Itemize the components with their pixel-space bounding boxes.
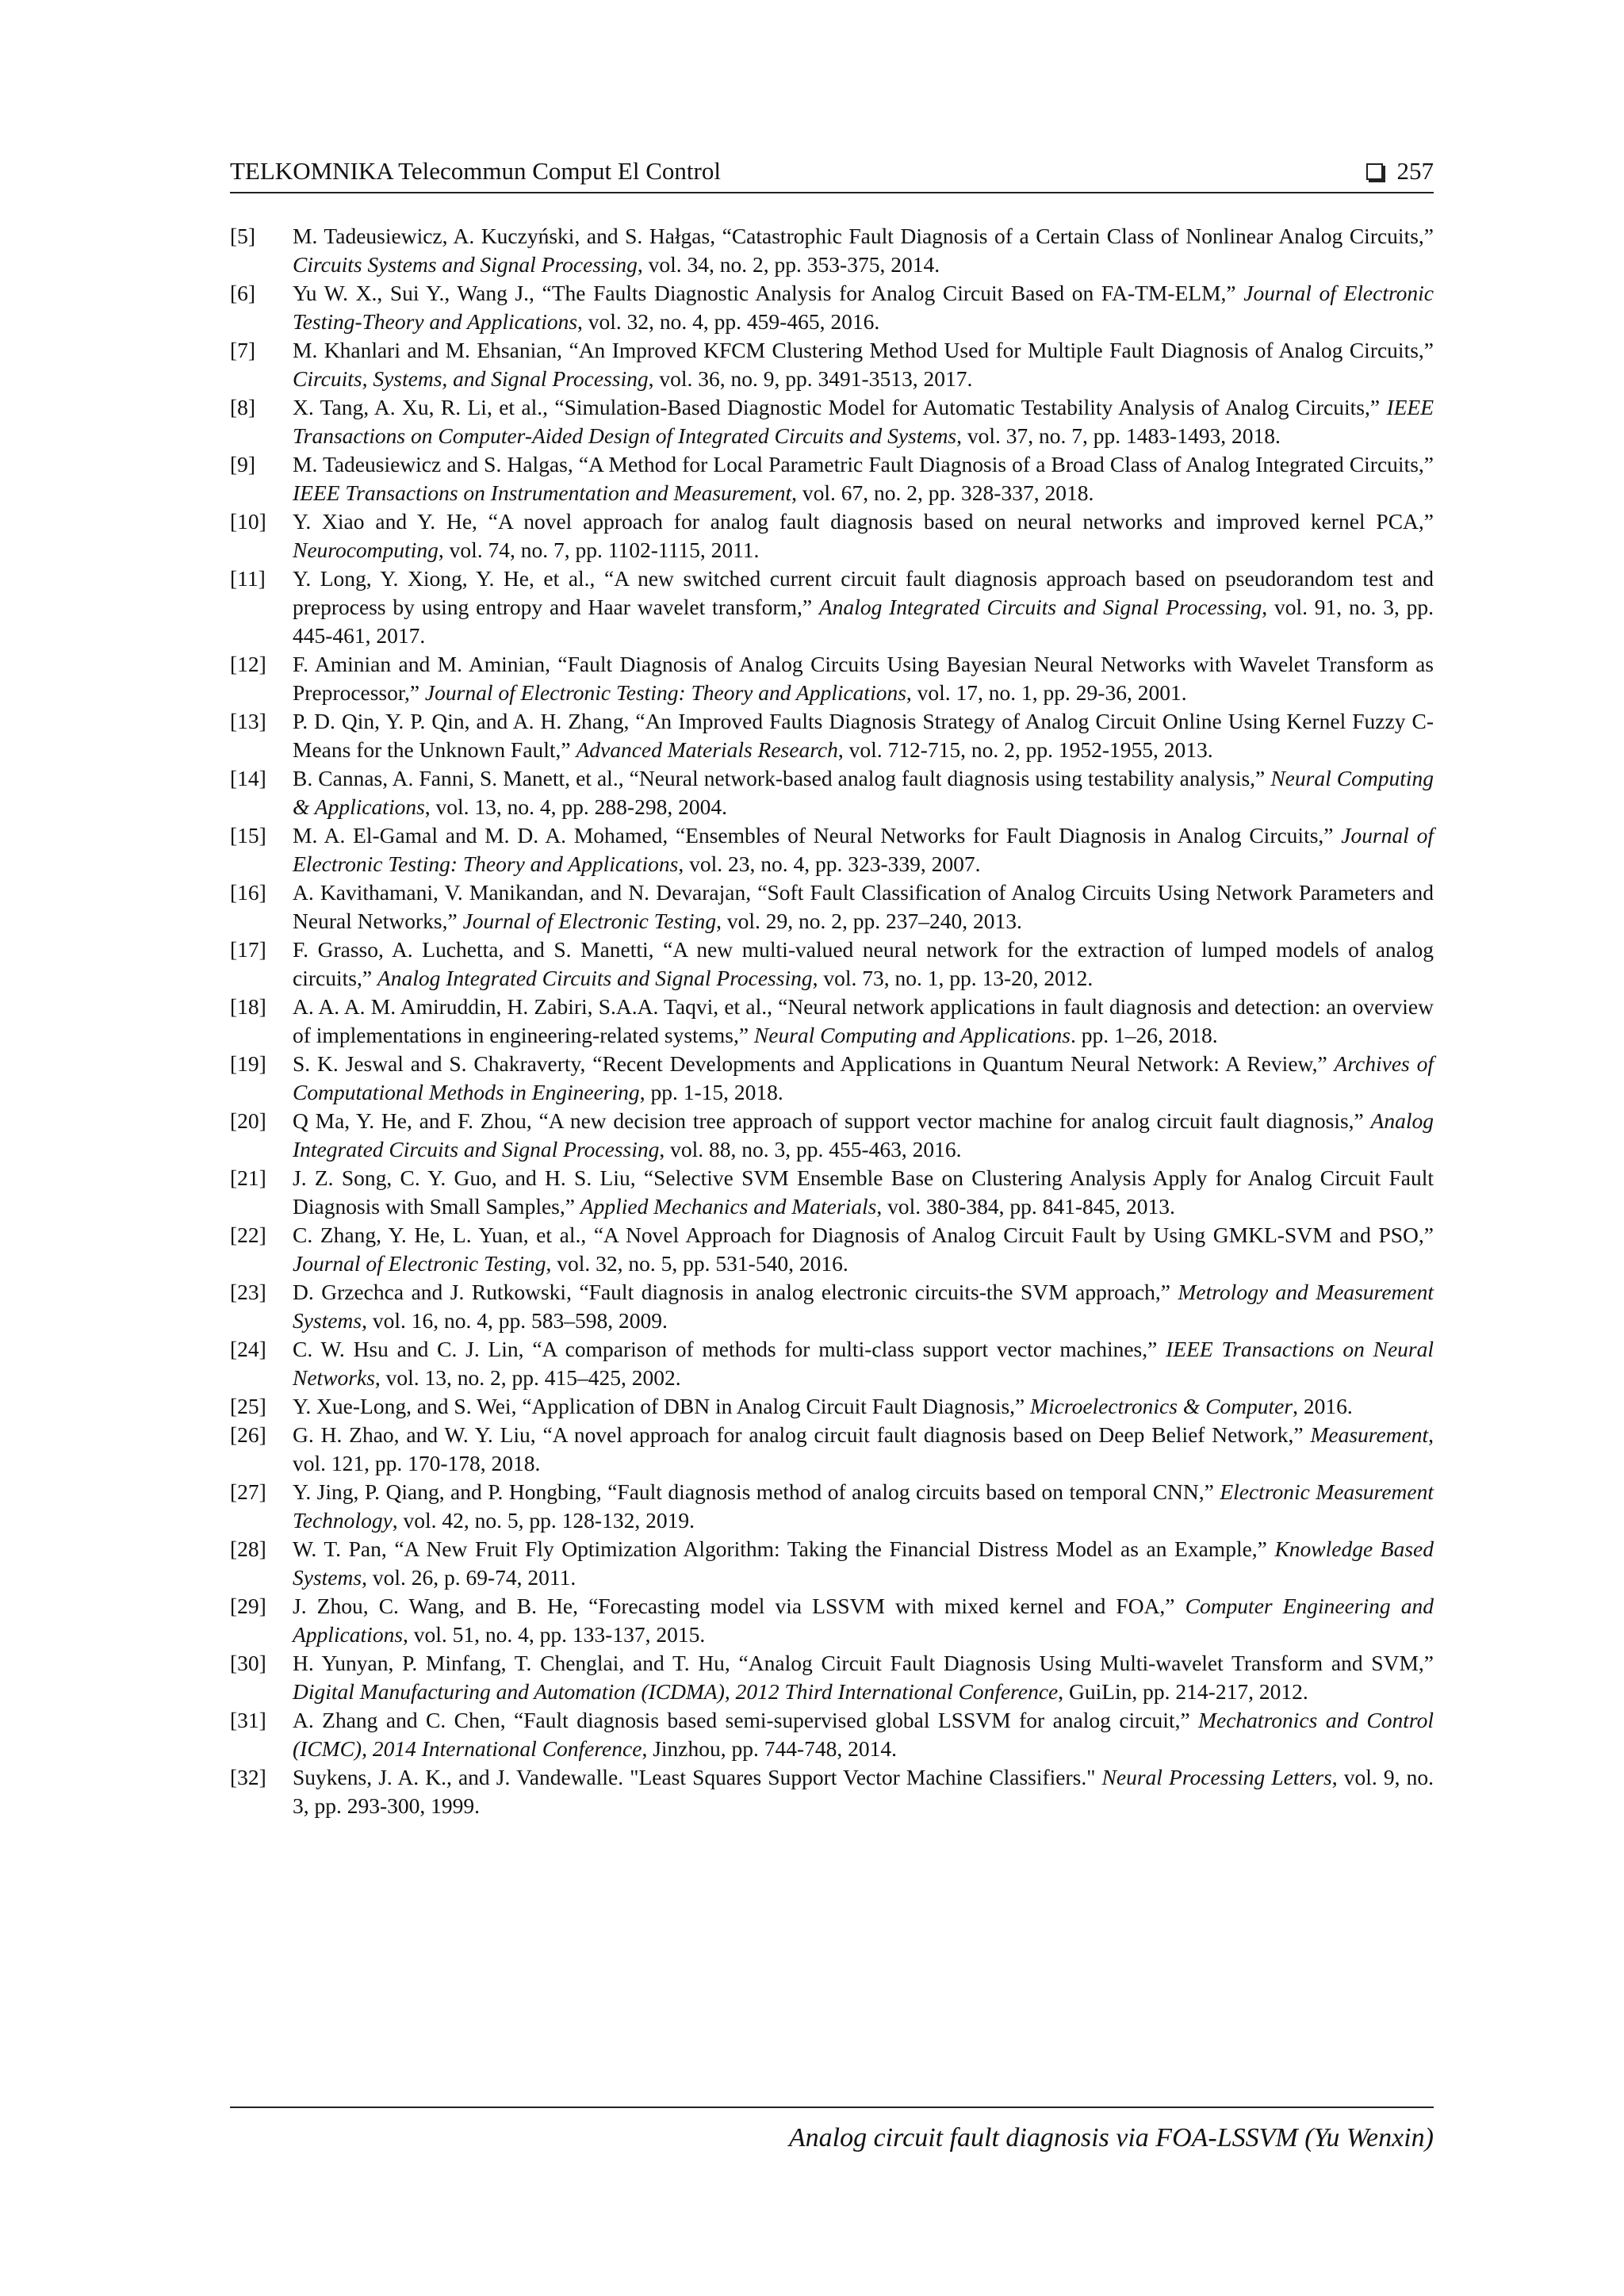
reference-item: [230, 1706, 1434, 1763]
reference-text-segment: Q Ma, Y. He, and F. Zhou, “A new decision tree approach of support vector machine for analog circuit fault diagnosis,”: [293, 1108, 1371, 1133]
reference-item: [230, 507, 1434, 564]
reference-number: [5]: [230, 224, 256, 248]
reference-item: [230, 707, 1434, 764]
reference-source: Mechatronics and Control (ICMC), 2014 International Conference: [293, 1708, 1434, 1761]
reference-text: [293, 509, 1434, 562]
reference-text-segment: , vol. 51, no. 4, pp. 133-137, 2015.: [403, 1622, 706, 1647]
reference-text-segment: C. Zhang, Y. He, L. Yuan, et al., “A Novel Approach for Diagnosis of Analog Circuit Fault by Using GMKL-SVM and PSO,”: [293, 1223, 1434, 1247]
reference-number: [24]: [230, 1337, 266, 1361]
reference-text-segment: F. Grasso, A. Luchetta, and S. Manetti, “A new multi-valued neural network for the extraction of lumped models of analog circuits,”: [293, 937, 1434, 990]
reference-text-segment: , vol. 74, no. 7, pp. 1102-1115, 2011.: [438, 538, 760, 562]
reference-source: Computer Engineering and Applications: [293, 1594, 1434, 1647]
reference-number: [31]: [230, 1708, 266, 1732]
reference-text: [293, 1594, 1434, 1647]
reference-text-segment: Y. Long, Y. Xiong, Y. He, et al., “A new switched current circuit fault diagnosis approach based on pseudorandom test and preprocess by using entropy and Haar wavelet transform,”: [293, 566, 1434, 619]
reference-source: Circuits Systems and Signal Processing: [293, 252, 638, 277]
reference-text-segment: , vol. 13, no. 2, pp. 415–425, 2002.: [374, 1365, 681, 1390]
page-footer: [230, 2107, 1434, 2156]
reference-number: [11]: [230, 566, 266, 591]
reference-item: [230, 1392, 1434, 1421]
reference-text: [293, 1223, 1434, 1276]
reference-text: [293, 1394, 1353, 1418]
reference-text-segment: , Jinzhou, pp. 744-748, 2014.: [642, 1736, 898, 1761]
reference-source: IEEE Transactions on Neural Networks: [293, 1337, 1434, 1390]
reference-number: [10]: [230, 509, 266, 534]
reference-text: [293, 880, 1434, 933]
reference-text: [293, 937, 1434, 990]
reference-source: Electronic Measurement Technology: [293, 1479, 1434, 1533]
reference-text-segment: , vol. 73, no. 1, pp. 13-20, 2012.: [812, 966, 1094, 990]
reference-text-segment: J. Z. Song, C. Y. Guo, and H. S. Liu, “Selective SVM Ensemble Base on Clustering Analysis Apply for Analog Circuit Fault Diagnosis with Small Samples,”: [293, 1165, 1434, 1219]
reference-number: [17]: [230, 937, 266, 962]
reference-text-segment: Y. Jing, P. Qiang, and P. Hongbing, “Fault diagnosis method of analog circuits based on temporal CNN,”: [293, 1479, 1220, 1504]
reference-number: [13]: [230, 709, 266, 733]
reference-text: [293, 994, 1434, 1047]
reference-item: [230, 821, 1434, 878]
reference-source: Neural Processing Letters: [1101, 1765, 1332, 1789]
reference-text-segment: , pp. 1-15, 2018.: [639, 1080, 783, 1104]
reference-number: [20]: [230, 1108, 266, 1133]
reference-number: [6]: [230, 281, 256, 305]
reference-item: [230, 222, 1434, 279]
page-number: 257: [1396, 157, 1434, 185]
page-header: [230, 155, 1434, 193]
reference-text-segment: , vol. 380-384, pp. 841-845, 2013.: [876, 1194, 1175, 1219]
reference-number: [18]: [230, 994, 266, 1019]
reference-number: [23]: [230, 1280, 266, 1304]
reference-text-segment: , 2016.: [1293, 1394, 1353, 1418]
reference-text-segment: , vol. 23, no. 4, pp. 323-339, 2007.: [678, 851, 981, 876]
reference-text-segment: , vol. 37, no. 7, pp. 1483-1493, 2018.: [956, 423, 1281, 448]
reference-list: [230, 222, 1434, 1820]
reference-number: [7]: [230, 338, 256, 362]
reference-number: [26]: [230, 1422, 266, 1447]
reference-text-segment: C. W. Hsu and C. J. Lin, “A comparison of methods for multi-class support vector machines,”: [293, 1337, 1166, 1361]
reference-text: [293, 281, 1434, 334]
reference-source: IEEE Transactions on Instrumentation and Measurement: [293, 480, 792, 505]
reference-text: [293, 1165, 1434, 1219]
reference-item: [230, 1221, 1434, 1278]
reference-text: [293, 452, 1434, 505]
reference-source: Microelectronics & Computer: [1030, 1394, 1293, 1418]
reference-item: [230, 764, 1434, 821]
reference-number: [25]: [230, 1394, 266, 1418]
reference-source: IEEE Transactions on Computer-Aided Design of Integrated Circuits and Systems: [293, 395, 1434, 448]
reference-text-segment: Suykens, J. A. K., and J. Vandewalle. "Least Squares Support Vector Machine Classifiers.": [293, 1765, 1102, 1789]
reference-text: [293, 1651, 1434, 1704]
reference-source: Journal of Electronic Testing-Theory and Applications: [293, 281, 1434, 334]
reference-item: [230, 993, 1434, 1050]
reference-number: [16]: [230, 880, 266, 905]
reference-text: [293, 709, 1434, 762]
reference-text-segment: J. Zhou, C. Wang, and B. He, “Forecasting model via LSSVM with mixed kernel and FOA,”: [293, 1594, 1185, 1618]
reference-text-segment: M. Tadeusiewicz, A. Kuczyński, and S. Hałgas, “Catastrophic Fault Diagnosis of a Certain Class of Nonlinear Analog Circuits,”: [293, 224, 1434, 248]
reference-source: Archives of Computational Methods in Engineering: [293, 1051, 1434, 1104]
reference-text-segment: , vol. 32, no. 5, pp. 531-540, 2016.: [546, 1251, 848, 1276]
reference-text: [293, 766, 1434, 819]
reference-text-segment: M. A. El-Gamal and M. D. A. Mohamed, “Ensembles of Neural Networks for Fault Diagnosis in Analog Circuits,”: [293, 823, 1342, 848]
reference-item: [230, 450, 1434, 507]
reference-item: [230, 878, 1434, 936]
reference-number: [30]: [230, 1651, 266, 1675]
reference-text-segment: , vol. 42, no. 5, pp. 128-132, 2019.: [392, 1508, 695, 1533]
reference-text-segment: D. Grzechca and J. Rutkowski, “Fault diagnosis in analog electronic circuits-the SVM approach,”: [293, 1280, 1178, 1304]
page-number-block: [1366, 155, 1434, 187]
reference-source: Neural Computing and Applications: [753, 1023, 1071, 1047]
box-bullet-icon: [1366, 163, 1383, 180]
reference-item: [230, 1535, 1434, 1592]
reference-text-segment: G. H. Zhao, and W. Y. Liu, “A novel approach for analog circuit fault diagnosis based on Deep Belief Network,”: [293, 1422, 1311, 1447]
reference-text-segment: , vol. 29, no. 2, pp. 237–240, 2013.: [716, 909, 1022, 933]
reference-item: [230, 936, 1434, 993]
reference-number: [14]: [230, 766, 266, 790]
reference-number: [12]: [230, 652, 266, 676]
reference-item: [230, 1335, 1434, 1392]
reference-text-segment: Y. Xue-Long, and S. Wei, “Application of DBN in Analog Circuit Fault Diagnosis,”: [293, 1394, 1031, 1418]
reference-source: Journal of Electronic Testing: Theory and Applications: [424, 680, 906, 705]
reference-number: [15]: [230, 823, 266, 848]
reference-text: [293, 1051, 1434, 1104]
reference-item: [230, 564, 1434, 650]
reference-text: [293, 224, 1434, 277]
reference-item: [230, 1592, 1434, 1649]
reference-item: [230, 1478, 1434, 1535]
reference-text-segment: , vol. 32, no. 4, pp. 459-465, 2016.: [577, 309, 880, 334]
reference-text-segment: , vol. 88, no. 3, pp. 455-463, 2016.: [659, 1137, 962, 1161]
reference-text-segment: , vol. 36, no. 9, pp. 3491-3513, 2017.: [648, 366, 973, 391]
reference-text-segment: A. Zhang and C. Chen, “Fault diagnosis based semi-supervised global LSSVM for analog circuit,”: [293, 1708, 1199, 1732]
reference-source: Journal of Electronic Testing: Theory and Applications: [293, 823, 1434, 876]
reference-text-segment: A. Kavithamani, V. Manikandan, and N. Devarajan, “Soft Fault Classification of Analog Circuits Using Network Parameters and Neural Networks,”: [293, 880, 1434, 933]
reference-item: [230, 1050, 1434, 1107]
reference-item: [230, 393, 1434, 450]
reference-text: [293, 338, 1434, 391]
reference-item: [230, 1107, 1434, 1164]
reference-item: [230, 1649, 1434, 1706]
reference-number: [28]: [230, 1536, 266, 1561]
reference-text-segment: , vol. 17, no. 1, pp. 29-36, 2001.: [906, 680, 1187, 705]
reference-text-segment: M. Tadeusiewicz and S. Halgas, “A Method for Local Parametric Fault Diagnosis of a Broad Class of Analog Integrated Circuits,”: [293, 452, 1434, 476]
reference-item: [230, 1421, 1434, 1478]
reference-text: [293, 395, 1434, 448]
reference-item: [230, 1164, 1434, 1221]
reference-text-segment: S. K. Jeswal and S. Chakraverty, “Recent Developments and Applications in Quantum Neural Network: A Review,”: [293, 1051, 1335, 1076]
reference-source: Analog Integrated Circuits and Signal Processing: [818, 595, 1262, 619]
reference-text: [293, 1479, 1434, 1533]
reference-text-segment: M. Khanlari and M. Ehsanian, “An Improved KFCM Clustering Method Used for Multiple Fault Diagnosis of Analog Circuits,”: [293, 338, 1434, 362]
reference-text: [293, 1536, 1434, 1590]
reference-text-segment: . pp. 1–26, 2018.: [1070, 1023, 1218, 1047]
reference-number: [27]: [230, 1479, 266, 1504]
reference-text: [293, 652, 1434, 705]
reference-text-segment: F. Aminian and M. Aminian, “Fault Diagnosis of Analog Circuits Using Bayesian Neural Networks with Wavelet Transform as Preprocessor,”: [293, 652, 1434, 705]
reference-number: [29]: [230, 1594, 266, 1618]
reference-text: [293, 1422, 1434, 1475]
reference-source: Applied Mechanics and Materials: [580, 1194, 877, 1219]
reference-item: [230, 279, 1434, 336]
journal-title: TELKOMNIKA Telecommun Comput El Control: [230, 157, 721, 185]
reference-text: [293, 1108, 1434, 1161]
reference-source: Measurement: [1310, 1422, 1429, 1447]
running-title: Analog circuit fault diagnosis via FOA-LSSVM (Yu Wenxin): [788, 2123, 1434, 2152]
reference-text: [293, 823, 1434, 876]
reference-item: [230, 650, 1434, 707]
reference-text-segment: , vol. 13, no. 4, pp. 288-298, 2004.: [424, 794, 727, 819]
reference-text-segment: B. Cannas, A. Fanni, S. Manett, et al., “Neural network-based analog fault diagnosis using testability analysis,”: [293, 766, 1271, 790]
reference-text-segment: , vol. 16, no. 4, pp. 583–598, 2009.: [362, 1308, 668, 1333]
reference-number: [22]: [230, 1223, 266, 1247]
reference-text: [293, 1280, 1434, 1333]
reference-source: Digital Manufacturing and Automation (ICDMA), 2012 Third International Conference: [293, 1679, 1059, 1704]
reference-text-segment: W. T. Pan, “A New Fruit Fly Optimization Algorithm: Taking the Financial Distress Model as an Example,”: [293, 1536, 1275, 1561]
reference-number: [9]: [230, 452, 256, 476]
reference-text-segment: Yu W. X., Sui Y., Wang J., “The Faults Diagnostic Analysis for Analog Circuit Based on FA-TM-ELM,”: [293, 281, 1244, 305]
reference-number: [21]: [230, 1165, 266, 1190]
reference-text-segment: , vol. 121, pp. 170-178, 2018.: [293, 1422, 1434, 1475]
reference-text-segment: , vol. 712-715, no. 2, pp. 1952-1955, 2013.: [837, 737, 1213, 762]
reference-text: [293, 566, 1434, 648]
reference-source: Journal of Electronic Testing: [293, 1251, 546, 1276]
reference-source: Neurocomputing: [293, 538, 439, 562]
reference-source: Analog Integrated Circuits and Signal Processing: [377, 966, 813, 990]
reference-text-segment: P. D. Qin, Y. P. Qin, and A. H. Zhang, “An Improved Faults Diagnosis Strategy of Analog Circuit Online Using Kernel Fuzzy C-Means for the Unknown Fault,”: [293, 709, 1434, 762]
reference-source: Knowledge Based Systems: [293, 1536, 1434, 1590]
reference-text-segment: , vol. 9, no. 3, pp. 293-300, 1999.: [293, 1765, 1434, 1818]
reference-item: [230, 1278, 1434, 1335]
reference-text-segment: , vol. 67, no. 2, pp. 328-337, 2018.: [791, 480, 1094, 505]
reference-source: Circuits, Systems, and Signal Processing: [293, 366, 649, 391]
reference-text-segment: A. A. A. M. Amiruddin, H. Zabiri, S.A.A. Taqvi, et al., “Neural network applications in fault diagnosis and detection: an overview of implementations in engineering-related systems,”: [293, 994, 1434, 1047]
reference-text-segment: X. Tang, A. Xu, R. Li, et al., “Simulation-Based Diagnostic Model for Automatic Testability Analysis of Analog Circuits,”: [293, 395, 1387, 419]
reference-source: Advanced Materials Research: [576, 737, 838, 762]
reference-text-segment: , GuiLin, pp. 214-217, 2012.: [1058, 1679, 1308, 1704]
reference-item: [230, 1763, 1434, 1820]
reference-text: [293, 1765, 1434, 1818]
reference-source: Neural Computing & Applications: [293, 766, 1434, 819]
reference-text-segment: H. Yunyan, P. Minfang, T. Chenglai, and T. Hu, “Analog Circuit Fault Diagnosis Using Multi-wavelet Transform and SVM,”: [293, 1651, 1434, 1675]
reference-number: [32]: [230, 1765, 266, 1789]
reference-text-segment: , vol. 91, no. 3, pp. 445-461, 2017.: [293, 595, 1434, 648]
reference-item: [230, 336, 1434, 393]
reference-text: [293, 1708, 1434, 1761]
reference-source: Metrology and Measurement Systems: [293, 1280, 1434, 1333]
reference-source: Analog Integrated Circuits and Signal Processing: [293, 1108, 1434, 1161]
reference-text: [293, 1337, 1434, 1390]
reference-text-segment: , vol. 34, no. 2, pp. 353-375, 2014.: [637, 252, 940, 277]
reference-text-segment: , vol. 26, p. 69-74, 2011.: [362, 1565, 576, 1590]
reference-number: [19]: [230, 1051, 266, 1076]
reference-number: [8]: [230, 395, 256, 419]
reference-source: Journal of Electronic Testing: [462, 909, 717, 933]
reference-text-segment: Y. Xiao and Y. He, “A novel approach for analog fault diagnosis based on neural networks and improved kernel PCA,”: [293, 509, 1434, 534]
